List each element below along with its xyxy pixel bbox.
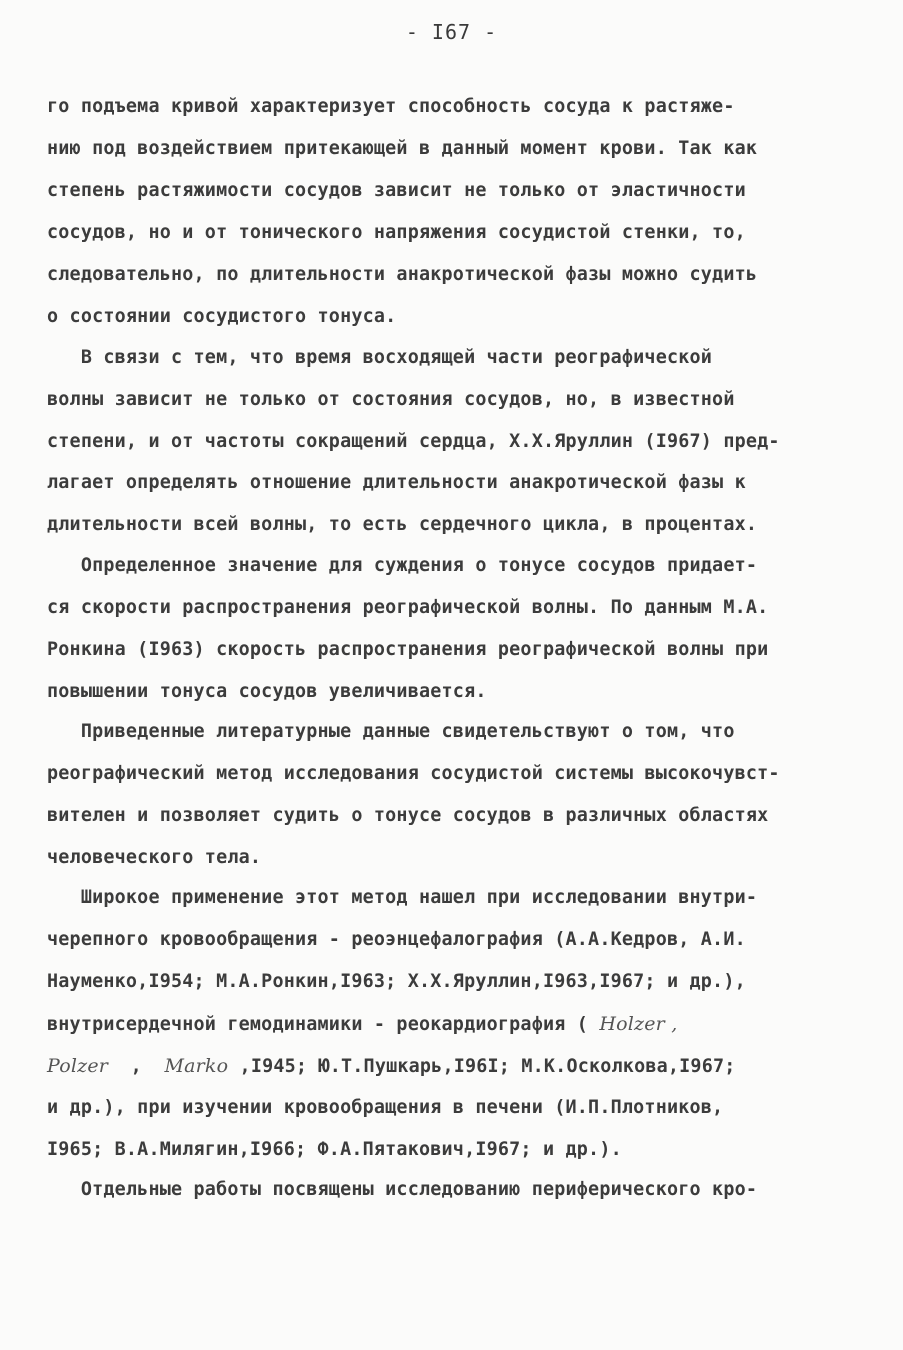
text-line: о состоянии сосудистого тонуса. [47, 306, 397, 327]
text-line: и др.), при изучении кровообращения в печени (И.П.Плотников, [47, 1097, 724, 1118]
text-line: человеческого тела. [47, 847, 262, 868]
text-line: повышении тонуса сосудов увеличивается. [47, 681, 487, 702]
text-line: сосудов, но и от тонического напряжения сосудистой стенки, то, [47, 222, 746, 243]
text-line: Приведенные литературные данные свидетельствуют о том, что [47, 721, 735, 742]
text-line: Определенное значение для суждения о тонусе сосудов придает- [47, 555, 758, 576]
text-line: черепного кровообращения - реоэнцефалография (А.А.Кедров, А.И. [47, 929, 746, 950]
text-line: степени, и от частоты сокращений сердца, Х.Х.Яруллин (I967) пред- [47, 431, 780, 452]
text-line: степень растяжимости сосудов зависит не только от эластичности [47, 180, 746, 201]
handwritten-name: Holzer , [599, 1013, 678, 1035]
text-line [47, 1012, 677, 1037]
text-line: Широкое применение этот метод нашел при исследовании внутри- [47, 887, 758, 908]
handwritten-name: Marko [164, 1055, 229, 1077]
text-line: вителен и позволяет судить о тонусе сосудов в различных областях [47, 805, 769, 826]
text-line: Polzer , Marko ,I945; Ю.Т.Пушкарь,I96I; М.К.Осколкова,I967; [47, 1055, 736, 1077]
text-line: волны зависит не только от состояния сосудов, но, в известной [47, 389, 735, 410]
text-line: реографический метод исследования сосудистой системы высокочувст- [47, 763, 780, 784]
text-line: Ронкина (I963) скорость распространения реографической волны при [47, 639, 769, 660]
text-line: Отдельные работы посвящены исследованию периферического кро- [47, 1179, 758, 1200]
text-line: лагает определять отношение длительности анакротической фазы к [47, 472, 746, 493]
text-line: Науменко,I954; М.А.Ронкин,I963; Х.Х.Яруллин,I963,I967; и др.), [47, 971, 746, 992]
text-line: нию под воздействием притекающей в данный момент крови. Так как [47, 138, 758, 159]
text-line-part: внутрисердечной гемодинамики - реокардиография ( [47, 1014, 600, 1035]
text-line-part: ,I945; Ю.Т.Пушкарь,I96I; М.К.Осколкова,I967; [228, 1056, 736, 1077]
handwritten-name: Polzer [47, 1055, 109, 1077]
text-line: длительности всей волны, то есть сердечного цикла, в процентах. [47, 514, 758, 535]
text-line: I965; В.А.Милягин,I966; Ф.А.Пятакович,I967; и др.). [47, 1139, 622, 1160]
text-line: го подъема кривой характеризует способность сосуда к растяже- [47, 96, 735, 117]
text-line: ся скорости распространения реографической волны. По данным М.А. [47, 597, 769, 618]
page-number: - I67 - [405, 20, 498, 44]
text-line: В связи с тем, что время восходящей части реографической [47, 347, 713, 368]
text-line: следовательно, по длительности анакротической фазы можно судить [47, 264, 758, 285]
